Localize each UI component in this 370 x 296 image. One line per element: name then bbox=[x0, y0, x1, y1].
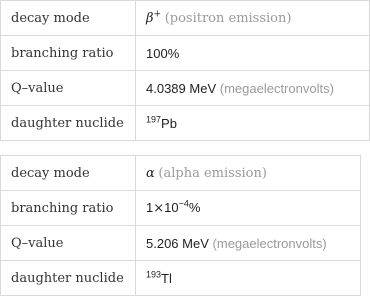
decay-description: (alpha emission) bbox=[158, 166, 267, 181]
decay-table-alpha bbox=[0, 155, 361, 296]
daughter-element: Pb bbox=[161, 115, 177, 131]
daughter-nuclide-value bbox=[136, 106, 370, 141]
branching-ratio-base: 10 bbox=[164, 200, 179, 215]
table-row bbox=[1, 36, 370, 71]
table-row bbox=[1, 261, 361, 296]
q-value-unit-description: (megaelectronvolts) bbox=[219, 80, 334, 96]
branching-ratio-label: branching ratio bbox=[1, 191, 136, 226]
branching-ratio-exponent: −4 bbox=[178, 198, 189, 209]
daughter-nuclide-label: daughter nuclide bbox=[1, 106, 136, 141]
branching-ratio-times: × bbox=[153, 201, 165, 216]
branching-ratio-coeff: 1 bbox=[146, 200, 154, 215]
q-value-number: 5.206 bbox=[146, 235, 179, 251]
daughter-mass-number: 197 bbox=[146, 114, 162, 125]
daughter-nuclide-label: daughter nuclide bbox=[1, 261, 136, 296]
decay-mode-label: decay mode bbox=[1, 156, 136, 191]
decay-table-positron bbox=[0, 0, 370, 141]
branching-ratio-percent: % bbox=[188, 200, 201, 215]
decay-symbol-sup: + bbox=[153, 9, 162, 20]
daughter-element: Tl bbox=[161, 270, 172, 286]
table-row bbox=[1, 1, 370, 36]
q-value-unit: MeV bbox=[182, 235, 209, 251]
daughter-mass-number: 193 bbox=[146, 269, 162, 280]
q-value-label: Q–value bbox=[1, 226, 136, 261]
decay-mode-value bbox=[136, 156, 361, 191]
daughter-nuclide-value bbox=[136, 261, 361, 296]
table-row bbox=[1, 71, 370, 106]
table-row bbox=[1, 226, 361, 261]
q-value-unit-description: (megaelectronvolts) bbox=[212, 235, 327, 251]
q-value-number: 4.0389 bbox=[146, 80, 186, 96]
table-row bbox=[1, 106, 370, 141]
q-value-value bbox=[136, 226, 361, 261]
q-value-unit: MeV bbox=[189, 80, 217, 96]
decay-description: (positron emission) bbox=[164, 11, 292, 26]
decay-mode-value bbox=[136, 1, 370, 36]
branching-ratio-label: branching ratio bbox=[1, 36, 136, 71]
decay-mode-label: decay mode bbox=[1, 1, 136, 36]
q-value-label: Q–value bbox=[1, 71, 136, 106]
branching-ratio-value: 100% bbox=[136, 36, 370, 71]
decay-symbol: α bbox=[146, 166, 155, 181]
q-value-value bbox=[136, 71, 370, 106]
decay-symbol: β bbox=[146, 11, 154, 26]
table-row bbox=[1, 191, 361, 226]
branching-ratio-value bbox=[136, 191, 361, 226]
table-row bbox=[1, 156, 361, 191]
